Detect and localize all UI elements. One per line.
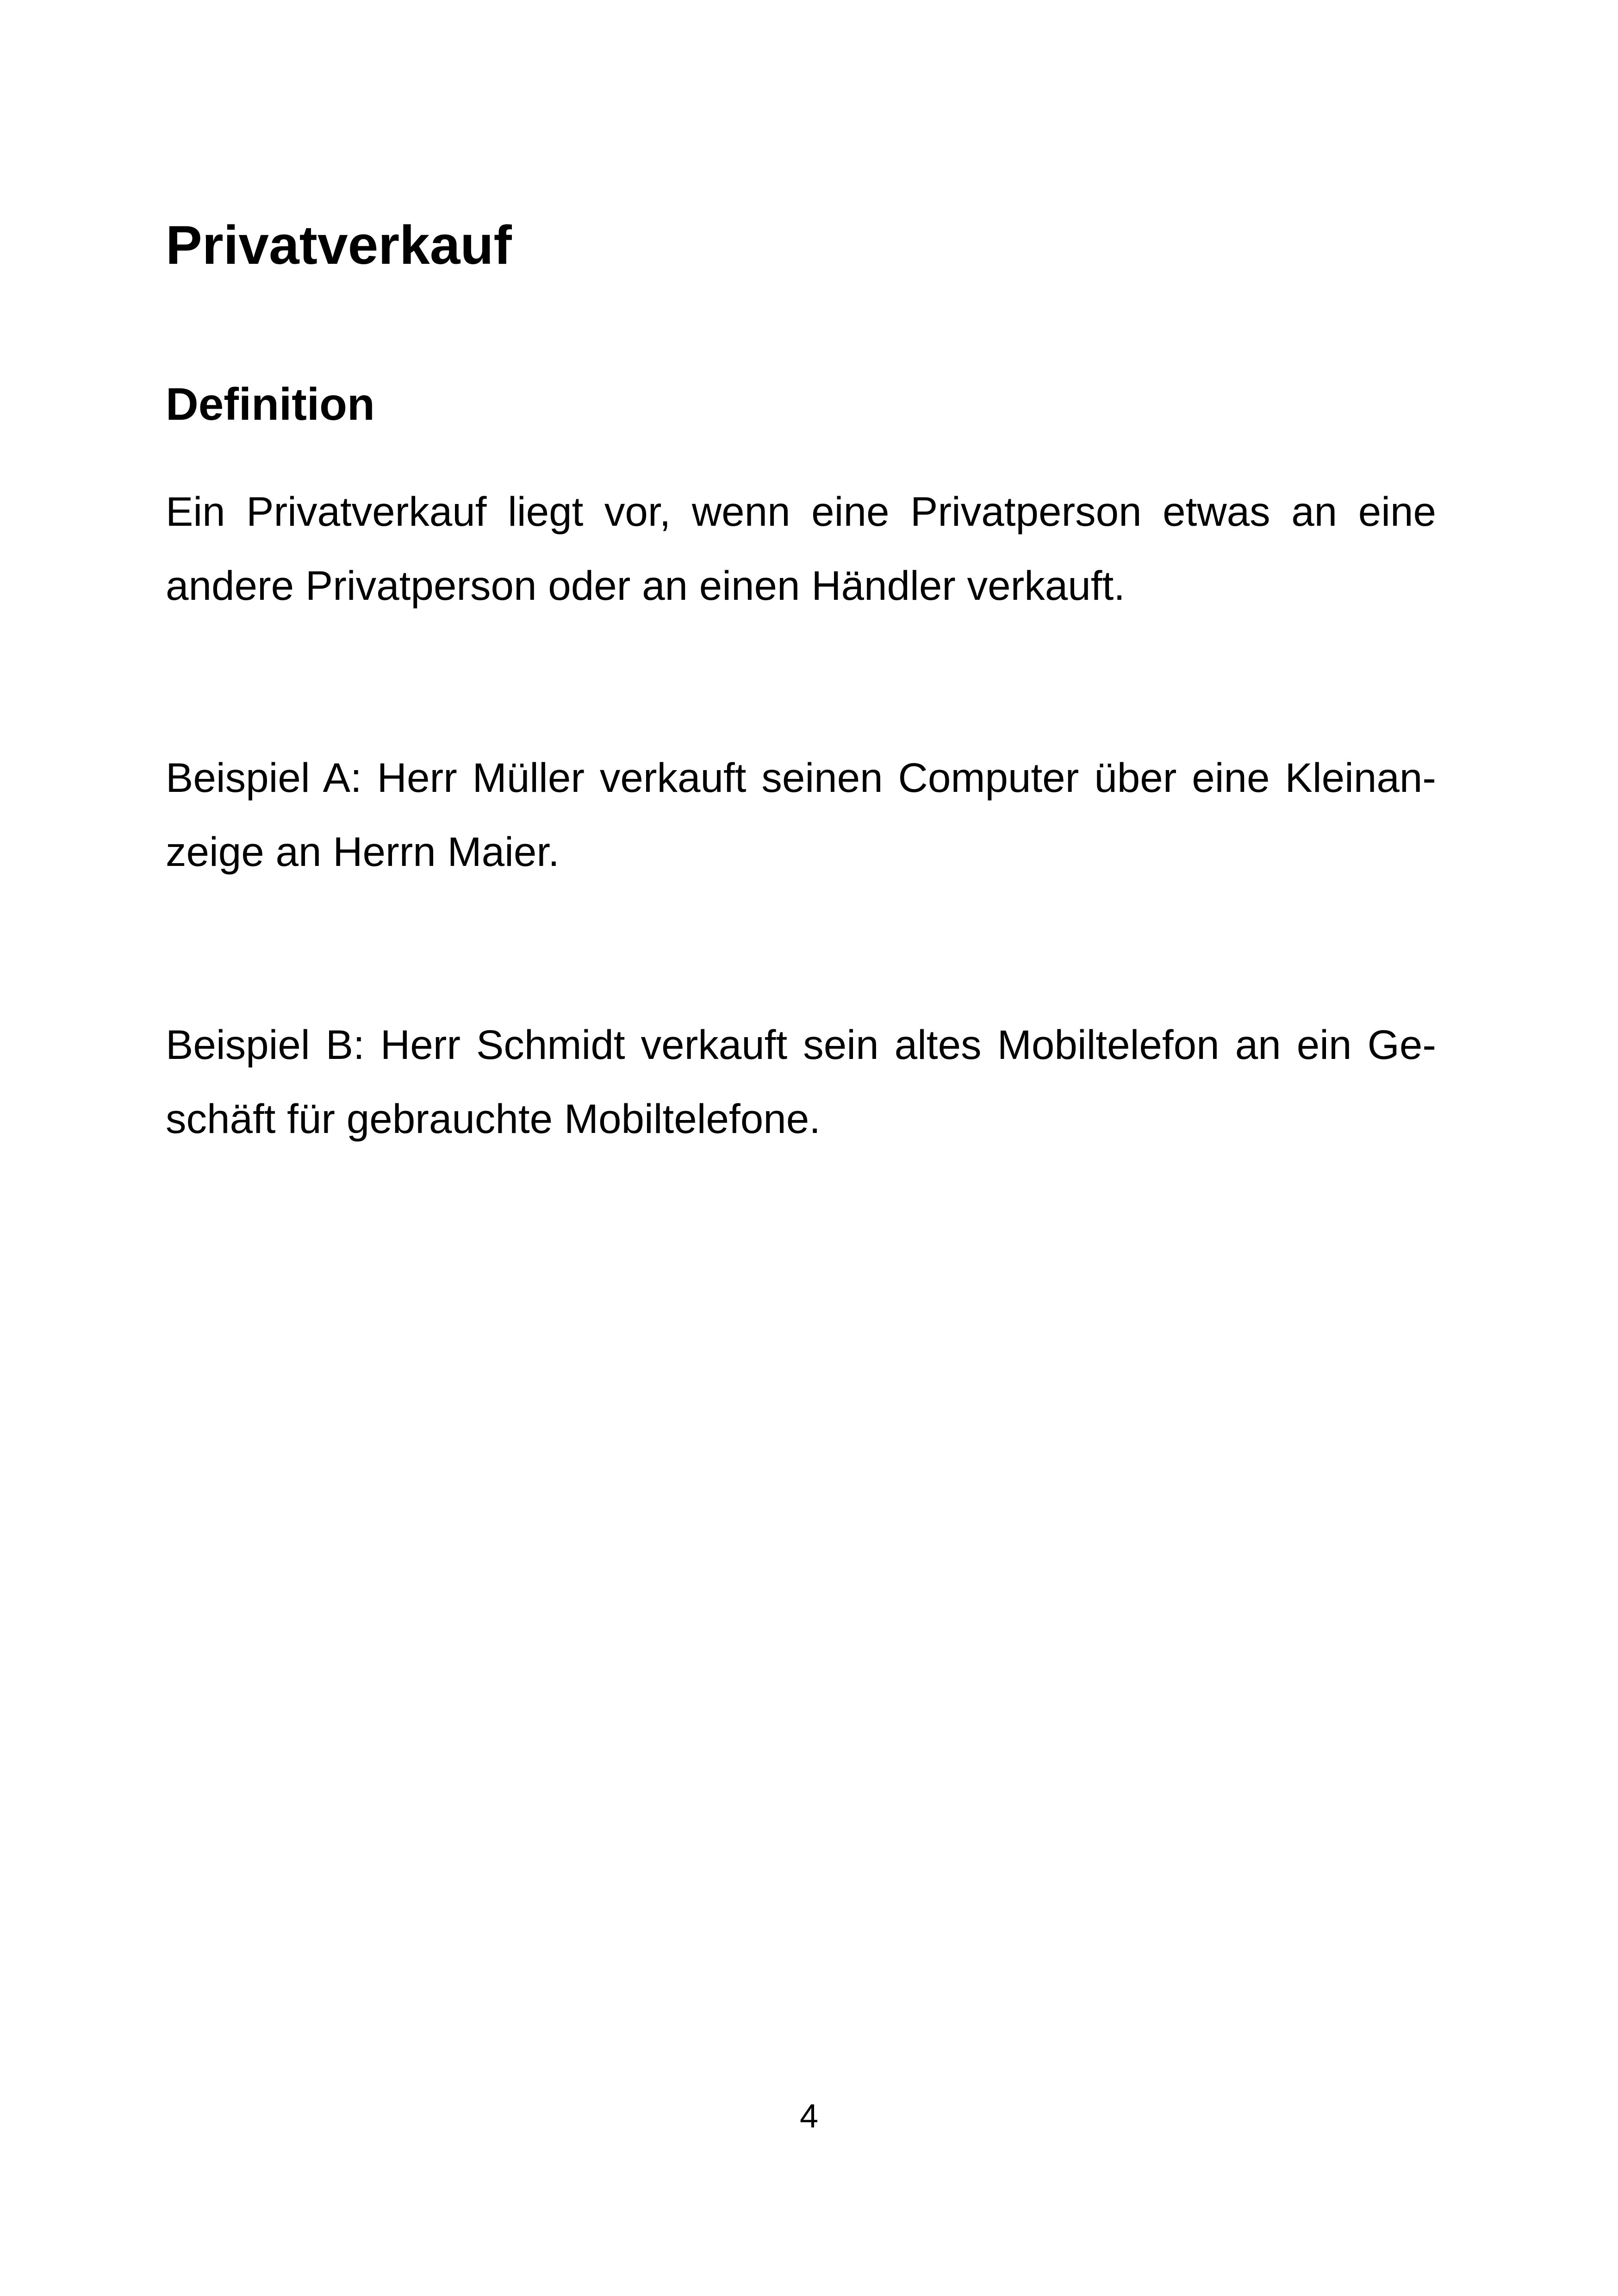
example-a-paragraph xyxy=(166,740,1436,889)
paragraph-line: schäft für gebrauchte Mobiltelefone. xyxy=(166,1095,821,1142)
example-b-paragraph xyxy=(166,1008,1436,1156)
paragraph-line: andere Privatperson oder an einen Händler verkauft. xyxy=(166,562,1125,609)
page-title: Privatverkauf xyxy=(166,215,512,276)
paragraph-line: zeige an Herrn Maier. xyxy=(166,828,560,875)
paragraph-line: Beispiel A: Herr Müller verkauft seinen Computer über eine Kleinan- xyxy=(166,754,1436,801)
paragraph-line: Beispiel B: Herr Schmidt verkauft sein altes Mobiltelefon an ein Ge- xyxy=(166,1021,1436,1068)
section-heading: Definition xyxy=(166,379,375,429)
paragraph-line: Ein Privatverkauf liegt vor, wenn eine Privatperson etwas an eine xyxy=(166,488,1436,535)
definition-paragraph xyxy=(166,474,1436,622)
page-number: 4 xyxy=(799,2098,819,2135)
